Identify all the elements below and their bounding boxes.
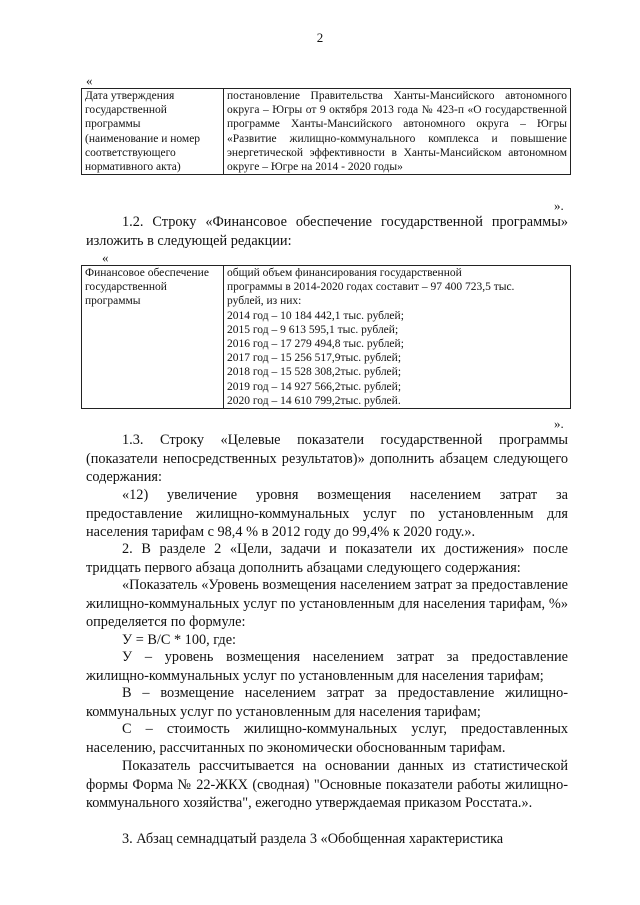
quote-open-2: «: [102, 250, 109, 265]
paragraph-c-definition: С – стоимость жилищно-коммунальных услуг, предоставленных населению, рассчитанных по экономически обоснованным тарифам.: [86, 721, 568, 756]
financing-table: [81, 265, 571, 409]
paragraph-u-definition: У – уровень возмещения населением затрат за предоставление жилищно-коммунальных услуг по установленным для населения тарифам;: [86, 649, 568, 684]
year-line: 2018 год – 15 528 308,2тыс. рублей;: [227, 366, 402, 379]
label-line: (наименование и номер: [85, 132, 201, 145]
table-row: [82, 266, 571, 409]
label-line: соответствующего: [85, 146, 176, 159]
year-line: 2019 год – 14 927 566,2тыс. рублей;: [227, 380, 402, 393]
approval-date-table: [81, 88, 571, 175]
paragraph-indicator: «Показатель «Уровень возмещения населением затрат за предоставление жилищно-коммунальных услуг по установленным для населения тарифам, %» определяется по формуле:: [86, 577, 568, 631]
formula: У = В/С * 100, где:: [122, 632, 237, 648]
year-line: 2020 год – 14 610 799,2тыс. рублей.: [227, 394, 401, 407]
year-line: 2017 год – 15 256 517,9тыс. рублей;: [227, 352, 402, 365]
year-line: 2014 год – 10 184 442,1 тыс. рублей;: [227, 309, 404, 322]
paragraph-1-2: 1.2. Строку «Финансовое обеспечение государственной программы» изложить в следующей редакции:: [86, 214, 568, 249]
page-number: 2: [316, 30, 324, 45]
quote-open-1: «: [86, 73, 93, 88]
paragraph-12: «12) увеличение уровня возмещения населением затрат за предоставление жилищно-коммунальных услуг по установленным для населения тарифам с 98,4 % в 2012 году до 99,4% к 2020 году.».: [86, 487, 568, 541]
paragraph-b-definition: В – возмещение населением затрат за предоставление жилищно-коммунальных услуг по установленным для населения тарифам;: [86, 685, 568, 720]
label-line: Финансовое обеспечение: [85, 267, 209, 279]
year-line: 2016 год – 17 279 494,8 тыс. рублей;: [227, 338, 404, 351]
quote-close-2: ».: [554, 416, 564, 431]
approval-date-label: [82, 89, 224, 175]
label-line: нормативного акта): [85, 161, 181, 174]
paragraph-3: 3. Абзац семнадцатый раздела 3 «Обобщенная характеристика: [122, 831, 504, 847]
year-line: 2015 год – 9 613 595,1 тыс. рублей;: [227, 323, 399, 336]
paragraph-calculation: Показатель рассчитывается на основании данных из статистической формы Форма № 22-ЖКХ (сводная) "Основные показатели работы жилищно-коммунального хозяйства", ежегодно утверждаемая приказом Росстата.».: [86, 758, 568, 812]
value-line: общий объем финансирования государственной: [227, 267, 462, 279]
value-line: рублей, из них:: [227, 295, 302, 308]
approval-date-value: постановление Правительства Ханты-Мансийского автономного округа – Югры от 9 октября 2013 года № 423-п «О государственной программе Ханты-Мансийского автономного округа – Югры «Развитие жилищно-коммунального комплекса и повышение энергетической эффективности в Ханты-Мансийском автономном округе – Югре на 2014 - 2020 годы»: [224, 89, 571, 175]
label-line: государственной: [85, 281, 167, 294]
label-line: программы: [85, 118, 141, 131]
quote-close-1: ».: [554, 198, 564, 213]
paragraph-2: 2. В разделе 2 «Цели, задачи и показатели их достижения» после тридцать первого абзаца дополнить абзацами следующего содержания:: [86, 541, 568, 576]
table-row: [82, 89, 571, 175]
financing-value: [224, 266, 571, 409]
paragraph-1-3: 1.3. Строку «Целевые показатели государственной программы (показатели непосредственных результатов)» дополнить абзацем следующего содержания:: [86, 432, 568, 486]
label-line: Дата утверждения: [85, 90, 175, 102]
value-line: программы в 2014-2020 годах составит – 97 400 723,5 тыс.: [227, 281, 515, 294]
financing-label: [82, 266, 224, 409]
label-line: государственной: [85, 104, 167, 117]
label-line: программы: [85, 295, 141, 308]
